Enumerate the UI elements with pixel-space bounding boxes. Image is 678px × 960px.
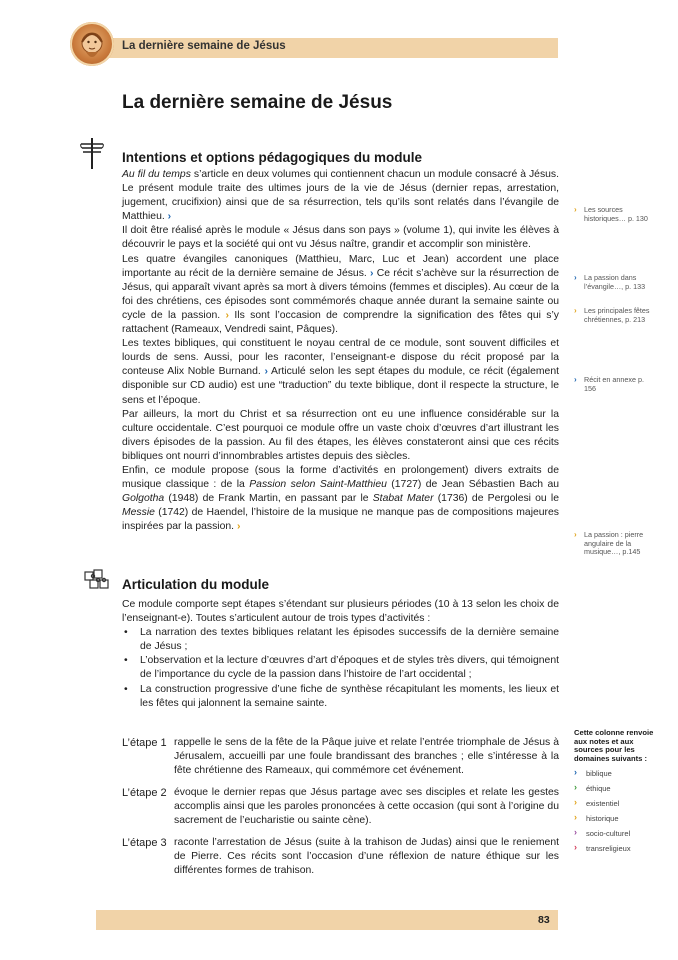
dragonfly-icon [80, 136, 104, 175]
paragraph: Ce module comporte sept étapes s’étendant sur plusieurs périodes (10 à 13 selon les choix de l’enseignant-e). Toutes s’articulent autour de trois types d’activités : [122, 599, 559, 625]
paragraph: Il doit être réalisé après le module « Jésus dans son pays » (volume 1), qui invite les élèves à découvrir le pays et la société qui ont vu Jésus naître, grandir et accomplir son ministère. [122, 225, 559, 251]
legend-item-ethique: › éthique [574, 782, 611, 794]
section-articulation-body [122, 598, 559, 711]
footer-bar [96, 910, 558, 930]
list-item: • La construction progressive d’une fiche de synthèse récapitulant les moments, les lieux et les fêtes qui jalonnent la semaine sainte. [122, 683, 559, 711]
icon-logo [70, 22, 114, 66]
page-number: 83 [538, 914, 550, 926]
section-title-intentions: Intentions et options pédagogiques du module [122, 150, 422, 165]
paragraph: Les quatre évangiles canoniques (Matthieu, Marc, Luc et Jean) accordent une place importante au récit de la dernière semaine de Jésus. › Ce récit s’achève sur la résurrection de Jésus, qui apparaît vivant après sa mort à divers témoins (femmes et disciples). Au cœur de la foi des chrétiens, ces épisodes sont commémorés chaque année durant la semaine sainte ou cycle de la passion. › Ils sont l’occasion de comprendre la signification des fêtes qui s’y rattachent (Rameaux, Vendredi saint, Pâques). [122, 253, 560, 336]
legend-item-transreligieux: › transreligieux [574, 842, 631, 854]
section-intentions-body [122, 168, 559, 534]
paragraph: Par ailleurs, la mort du Christ et sa résurrection ont eu une influence considérable sur la culture occidentale. C’est pourquoi ce module offre un vaste choix d’œuvres d’art illustrant les divers épisodes de la passion. Au fil des étapes, les élèves constateront ainsi que ces récits bibliques ont nourri d’innombrables artistes depuis des siècles. [122, 408, 559, 462]
list-item: • La narration des textes bibliques relatant les épisodes successifs de la dernière semaine de Jésus ; [122, 626, 559, 654]
margin-note: › Récit en annexe p. 156 [574, 375, 644, 393]
domain-legend [574, 729, 656, 853]
margin-note: › La passion : pierre angulaire de la musique…, p.145 [574, 530, 644, 557]
page-title: La dernière semaine de Jésus [122, 92, 393, 113]
margin-note: › Les sources historiques… p. 130 [574, 205, 648, 223]
margin-note: › La passion dans l’évangile…, p. 133 [574, 273, 646, 291]
section-title-articulation: Articulation du module [122, 577, 269, 592]
puzzle-icon [82, 568, 112, 599]
paragraph: Les textes bibliques, qui constituent le noyau central de ce module, sont souvent difficiles et lourds de sens. Aussi, pour les raconter, l’enseignant-e dispose du récit proposé par la conteuse Alix Noble Burnand. › Articulé selon les sept étapes du module, ce récit (également disponible sur CD audio) est une “traduction” du texte biblique, dont il respecte la structure, le sens et l’époque. [122, 338, 559, 406]
book-title: Au fil du temps [122, 169, 191, 180]
etape-2: L’étape 2 évoque le dernier repas que Jésus partage avec ses disciples et relate les gestes accomplis ainsi que les paroles prononcées à cette occasion (qui sont à l’origine du sacrement de l’eucharistie ou sainte cène). [122, 787, 559, 827]
etape-1: L’étape 1 rappelle le sens de la fête de la Pâque juive et relate l’entrée triomphale de Jésus à Jérusalem, accueilli par une foule brandissant des branches ; elle s’intéresse à la fête chrétienne des Rameaux, qui commémore cet événement. [122, 737, 559, 777]
legend-item-existentiel: › existentiel [574, 797, 620, 809]
legend-item-historique: › historique [574, 812, 619, 824]
legend-item-biblique: › biblique [574, 767, 612, 779]
legend-heading: Cette colonne renvoie aux notes et aux sources pour les domaines suivants : [574, 728, 654, 763]
list-item: • L’observation et la lecture d’œuvres d’art d’époques et de styles très divers, qui témoignent de l’importance du cycle de la passion dans l’histoire de l’art occidental ; [122, 654, 559, 682]
paragraph: Enfin, ce module propose (sous la forme d’activités en prolongement) divers extraits de musique classique : de la Passion selon Saint-Matthieu (1727) de Jean Sébastien Bach au Golgotha (1948) de Frank Martin, en passant par le Stabat Mater (1736) de Pergolesi ou le Messie (1742) de Haendel, l’histoire de la musique ne manque pas de compositions majeures inspirées par la passion. › [122, 464, 560, 533]
etape-3: L’étape 3 raconte l’arrestation de Jésus (suite à la trahison de Judas) ainsi que le reniement de Pierre. Ces récits sont l’occasion d’une réflexion de nature éthique sur les différentes formes de trahison. [122, 837, 559, 877]
margin-note: › Les principales fêtes chrétiennes, p. 213 [574, 306, 650, 324]
activity-list [122, 626, 559, 711]
paragraph: Au fil du temps s’article en deux volumes qui contiennent chacun un module consacré à Jésus. Le présent module traite des ultimes jours de la vie de Jésus (dernier repas, arrestation, jugement, crucifixion) ainsi que de sa résurrection, tels qu’ils sont relatés dans l’évangile de Matthieu. › [122, 169, 559, 223]
legend-item-socio-culturel: › socio-culturel [574, 827, 631, 839]
header-title: La dernière semaine de Jésus [122, 40, 286, 52]
